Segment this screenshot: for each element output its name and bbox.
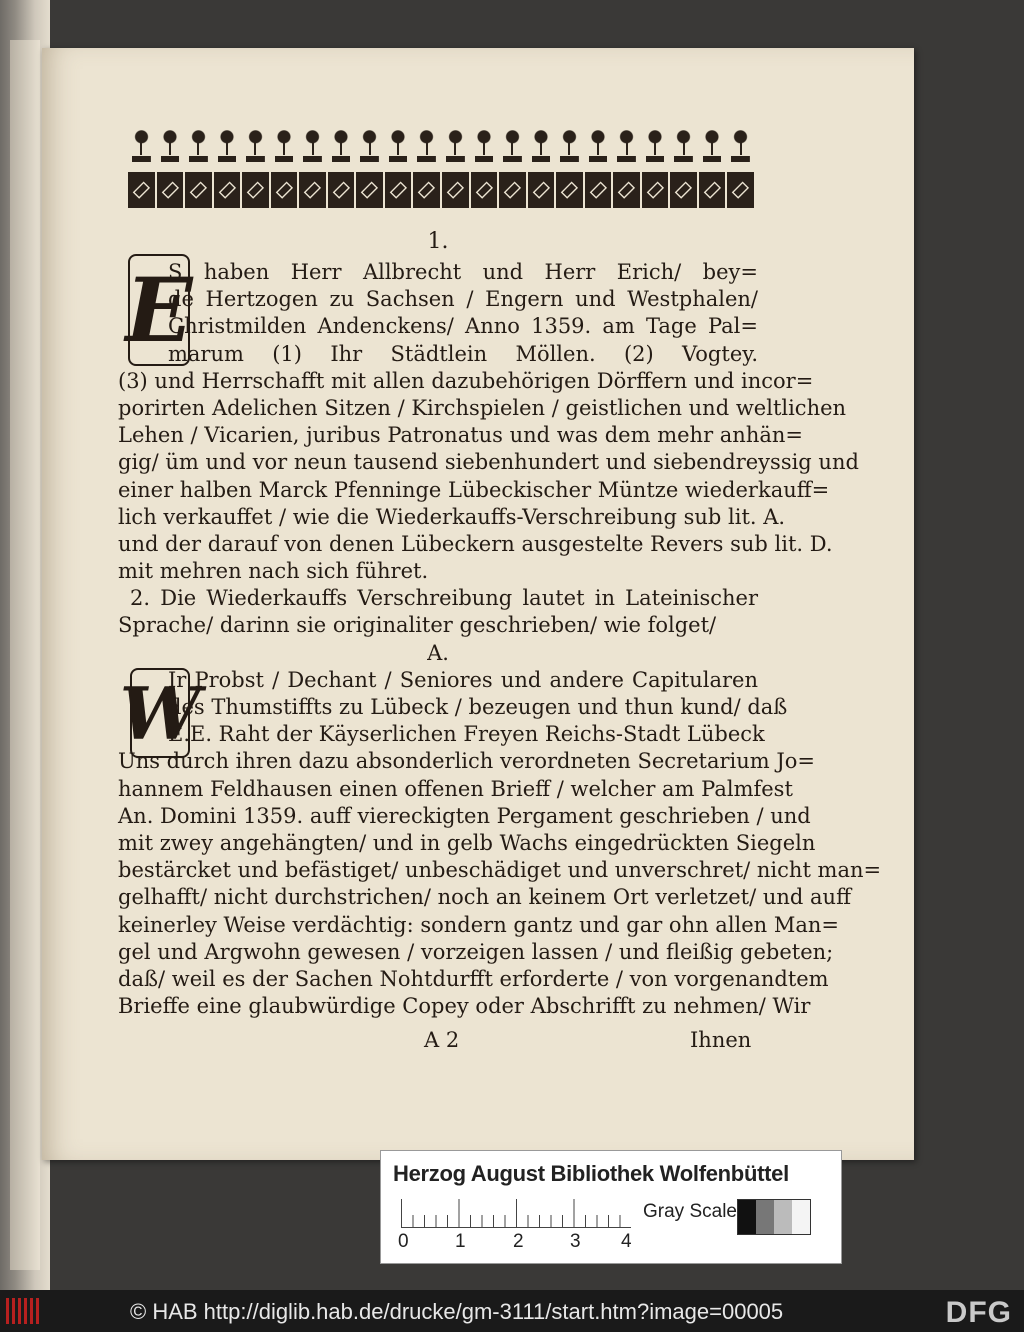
gray-scale-swatches [737,1199,811,1235]
color-reference-card [380,1150,842,1264]
ornament-motif [356,172,383,208]
text-line: E.E. Raht der Käyserlichen Freyen Reichs-Stadt Lübeck [168,722,765,747]
decorated-initial-w: W [130,668,190,758]
page-text [118,225,882,1020]
ornament-motif [328,172,355,208]
text-line: keinerley Weise verdächtig: sondern gantz und gar ohn allen Man= [118,912,840,937]
ornamental-header-band [128,126,754,208]
ornament-motif [271,172,298,208]
gray-swatch [756,1200,774,1234]
ornament-motif [670,126,697,162]
paragraph-3 [118,667,882,1020]
text-line: und der darauf von denen Lübeckern ausgestelte Revers sub lit. D. [118,531,833,556]
ornament-motif [556,126,583,162]
ornament-motif [670,172,697,208]
ornament-motif [128,172,155,208]
ornament-motif [585,126,612,162]
text-line: Uns durch ihren dazu absonderlich verordneten Secretarium Jo= [118,749,815,774]
ornament-motif [471,126,498,162]
ruler-label: 2 [513,1231,524,1252]
text-line: Christmilden Andenckens/ Anno 1359. am Tage Pal= [168,314,758,339]
text-line: Ir Probst / Dechant / Seniores und andere Capitularen [168,667,758,692]
text-line: einer halben Marck Pfenninge Lübeckischer Müntze wiederkauff= [118,477,830,502]
ornament-motif [214,172,241,208]
text-line: S haben Herr Allbrecht und Herr Erich/ bey= [168,260,758,284]
ornament-motif [442,126,469,162]
heading-a: A. [427,640,449,665]
ruler-label: 0 [398,1231,409,1252]
ornament-bottom-row [128,172,754,208]
ruler-label: 4 [621,1231,632,1252]
text-line: gelhafft/ nicht durchstrichen/ noch an keinem Ort verletzet/ und auff [118,885,851,910]
text-line: des Thumstiffts zu Lübeck / bezeugen und thun kund/ daß [168,695,788,719]
ornament-motif [328,126,355,162]
ornament-motif [727,172,754,208]
previous-page-edge [10,40,40,1270]
ornament-motif [613,126,640,162]
ornament-motif [442,172,469,208]
text-line: Lehen / Vicarien, juribus Patronatus und was dem mehr anhän= [118,423,803,448]
ornament-motif [499,126,526,162]
hab-logo-icon [6,1298,42,1324]
ornament-motif [471,172,498,208]
ornament-motif [528,126,555,162]
ornament-motif [385,126,412,162]
text-line: marum (1) Ihr Städtlein Möllen. (2) Vogtey. [168,341,758,366]
cm-ruler [401,1199,631,1228]
ornament-top-row [128,126,754,162]
text-line: mit mehren nach sich führet. [118,559,429,584]
dfg-logo: DFG [945,1296,1012,1329]
ornament-motif [299,172,326,208]
gray-scale-label: Gray Scale [643,1201,737,1222]
ornament-motif [214,126,241,162]
text-line: (3) und Herrschafft mit allen dazubehörigen Dörffern und incor= [118,368,814,393]
text-line: porirten Adelichen Sitzen / Kirchspielen / geistlichen und weltlichen [118,395,847,420]
text-line: daß/ weil es der Sachen Nohtdurfft erforderte / von vorgenandtem [118,966,829,991]
ornament-motif [242,126,269,162]
text-line: mit zwey angehängten/ und in gelb Wachs eingedrückten Siegeln [118,830,816,855]
text-line: 2. Die Wiederkauffs Verschreibung lautet in Lateinischer [130,586,758,611]
ornament-motif [242,172,269,208]
ornament-motif [613,172,640,208]
gray-swatch [774,1200,792,1234]
ornament-motif [157,172,184,208]
paragraph-1 [118,259,859,585]
ornament-motif [271,126,298,162]
ornament-motif [185,172,212,208]
ornament-motif [642,126,669,162]
gray-swatch [792,1200,810,1234]
ornament-motif [556,172,583,208]
text-line: An. Domini 1359. auff viereckigten Pergament geschrieben / und [118,803,811,828]
text-line: gel und Argwohn gewesen / vorzeigen lassen / und fleißig gebeten; [118,939,834,964]
catchword: Ihnen [690,1028,752,1052]
ornament-motif [727,126,754,162]
ruler-label: 3 [570,1231,581,1252]
ornament-motif [356,126,383,162]
decorated-initial-e: E [128,254,190,366]
section-number: 1. [427,229,449,254]
ornament-motif [413,126,440,162]
text-line: hannem Feldhausen einen offenen Brieff / welcher am Palmfest [118,776,793,801]
ornament-motif [157,126,184,162]
copyright-url[interactable]: © HAB http://diglib.hab.de/drucke/gm-3111/start.htm?image=00005 [130,1299,784,1324]
paragraph-2 [118,585,758,639]
ornament-motif [699,172,726,208]
ornament-motif [585,172,612,208]
text-line: lich verkauffet / wie die Wiederkauffs-Verschreibung sub lit. A. [118,504,786,529]
text-line: Brieffe eine glaubwürdige Copey oder Abschrifft zu nehmen/ Wir [118,994,811,1019]
card-title: Herzog August Bibliothek Wolfenbüttel [393,1161,789,1186]
signature-mark: A 2 [424,1028,460,1052]
text-line: Sprache/ darinn sie originaliter geschrieben/ wie folget/ [118,613,717,638]
gray-swatch [738,1200,756,1234]
ornament-motif [299,126,326,162]
ornament-motif [413,172,440,208]
footer-bar [0,1290,1024,1332]
ornament-motif [699,126,726,162]
ornament-motif [642,172,669,208]
ornament-motif [528,172,555,208]
text-line: de Hertzogen zu Sachsen / Engern und Westphalen/ [168,287,758,312]
text-line: bestärcket und befästiget/ unbeschädiget und unverschret/ nicht man= [118,858,882,883]
text-line: gig/ üm und vor neun tausend siebenhundert und siebendreyssig und [118,450,859,475]
ornament-motif [385,172,412,208]
ornament-motif [499,172,526,208]
ornament-motif [185,126,212,162]
ruler-label: 1 [455,1231,466,1252]
ornament-motif [128,126,155,162]
